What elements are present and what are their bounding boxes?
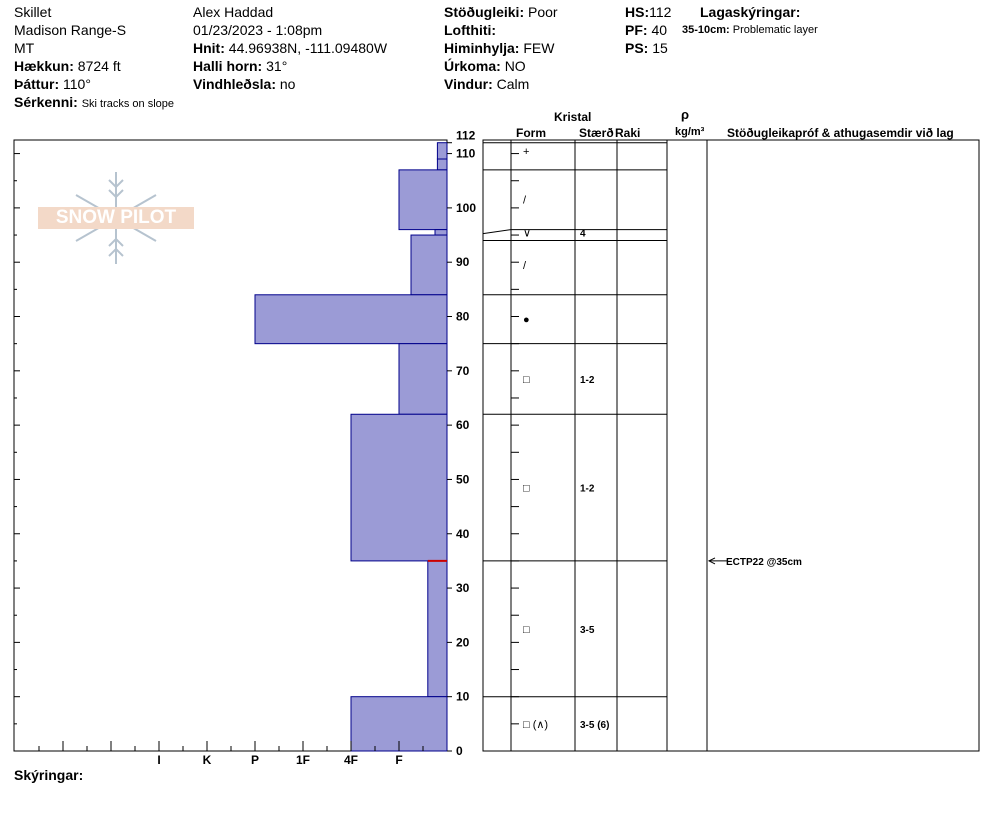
hs-label: HS: <box>625 4 650 20</box>
state: MT <box>14 40 35 56</box>
grain-size-label: 3-5 <box>580 624 595 636</box>
layer-note-text: Problematic layer <box>732 24 818 36</box>
elevation-value: 8724 ft <box>77 58 121 74</box>
hardness-scale-label: 4F <box>343 753 359 767</box>
depth-tick-label: 50 <box>456 472 470 487</box>
crystal-header: Kristal <box>554 110 592 124</box>
layer-note-depth: 35-10cm: <box>682 24 730 36</box>
density-unit: kg/m³ <box>675 126 705 138</box>
coords-label: Hnit: <box>193 40 225 56</box>
grain-form-symbol: + <box>523 145 530 158</box>
depth-tick-label: 0 <box>456 744 463 758</box>
observation-datetime: 01/23/2023 - 1:08pm <box>193 22 323 38</box>
observer-name: Alex Haddad <box>193 4 274 20</box>
wind-label: Vindur: <box>444 76 493 92</box>
ps-value: 15 <box>652 40 668 56</box>
grain-form-symbol: □ <box>523 373 530 386</box>
precip-label: Úrkoma: <box>444 58 501 74</box>
depth-tick-label: 40 <box>456 526 470 541</box>
aspect-value: 110° <box>63 76 91 92</box>
sky-label: Himinhylja: <box>444 40 520 56</box>
hardness-scale-label: F <box>395 753 403 767</box>
grain-form-symbol: ● <box>523 314 530 327</box>
mountain-range: Madison Range-S <box>14 22 127 38</box>
air-temp-label: Lofthiti: <box>444 22 497 38</box>
layer-notes-label: Lagaskýringar: <box>700 4 801 20</box>
wind-loading-label: Vindhleðsla: <box>193 76 276 92</box>
depth-tick-label: 30 <box>456 581 470 596</box>
hardness-bar <box>411 235 447 295</box>
hardness-bar <box>437 143 447 159</box>
comments-label: Skýringar: <box>14 767 84 783</box>
hardness-scale-label: I <box>157 753 161 767</box>
hardness-bar <box>351 414 447 561</box>
moisture-header: Raki <box>615 126 641 140</box>
grain-form-symbol: □ <box>523 623 530 636</box>
depth-tick-label: 80 <box>456 309 470 324</box>
wind-loading-value: no <box>279 76 296 92</box>
grain-form-symbol: □ <box>523 482 530 495</box>
wind-value: Calm <box>496 76 530 92</box>
snowpilot-logo-text: SNOW PILOT <box>38 207 194 229</box>
grain-form-symbol: ∨ <box>523 227 532 240</box>
depth-tick-label: 70 <box>456 363 470 378</box>
pf-value: 40 <box>651 22 668 38</box>
hs-value: 112 <box>649 4 672 20</box>
hardness-scale-label: P <box>250 753 260 767</box>
hardness-scale-label: 1F <box>295 753 311 767</box>
hardness-bar <box>437 159 447 170</box>
depth-tick-label: 110 <box>456 146 476 161</box>
grain-size-label: 4 <box>580 228 586 240</box>
grain-size-label: 3-5 (6) <box>580 719 610 731</box>
aspect-label: Þáttur: <box>14 76 60 92</box>
grain-form-symbol: □ (∧) <box>523 718 549 731</box>
depth-tick-label: 60 <box>456 418 470 433</box>
slope-label: Halli horn: <box>193 58 263 74</box>
depth-tick-label: 20 <box>456 635 470 650</box>
location-name: Skillet <box>14 4 52 20</box>
sky-value: FEW <box>523 40 555 56</box>
form-header: Form <box>516 126 546 140</box>
hardness-bar <box>255 295 447 344</box>
hardness-bar <box>428 561 447 697</box>
hardness-bar <box>399 344 447 415</box>
features-value: Ski tracks on slope <box>81 98 175 110</box>
hardness-scale-label: K <box>202 753 212 767</box>
hardness-bar <box>435 230 447 235</box>
layer-table-frame <box>483 140 979 751</box>
stability-value: Poor <box>528 4 558 20</box>
depth-tick-label: 10 <box>456 689 470 704</box>
grain-size-label: 1-2 <box>580 483 595 495</box>
stability-label: Stöðugleiki: <box>444 4 525 20</box>
size-header: Stærð <box>579 126 614 140</box>
hardness-bar <box>399 170 447 230</box>
coords-value: 44.96938N, -111.09480W <box>228 40 388 56</box>
grain-form-symbol: / <box>523 259 527 272</box>
elevation-label: Hækkun: <box>14 58 74 74</box>
stability-test-label: ECTP22 @35cm <box>726 556 802 568</box>
ps-label: PS: <box>625 40 649 56</box>
density-symbol: ρ <box>681 107 690 122</box>
tests-header: Stöðugleikapróf & athugasemdir við lag <box>727 126 954 140</box>
grain-form-symbol: / <box>523 194 527 207</box>
depth-tick-label: 100 <box>456 200 477 215</box>
features-label: Sérkenni: <box>14 94 78 110</box>
depth-tick-label: 90 <box>456 255 470 270</box>
slope-value: 31° <box>266 58 288 74</box>
layer-depth-connector <box>483 230 511 234</box>
pf-label: PF: <box>625 22 648 38</box>
depth-tick-label: 112 <box>456 128 476 143</box>
precip-value: NO <box>504 58 526 74</box>
grain-size-label: 1-2 <box>580 374 595 386</box>
